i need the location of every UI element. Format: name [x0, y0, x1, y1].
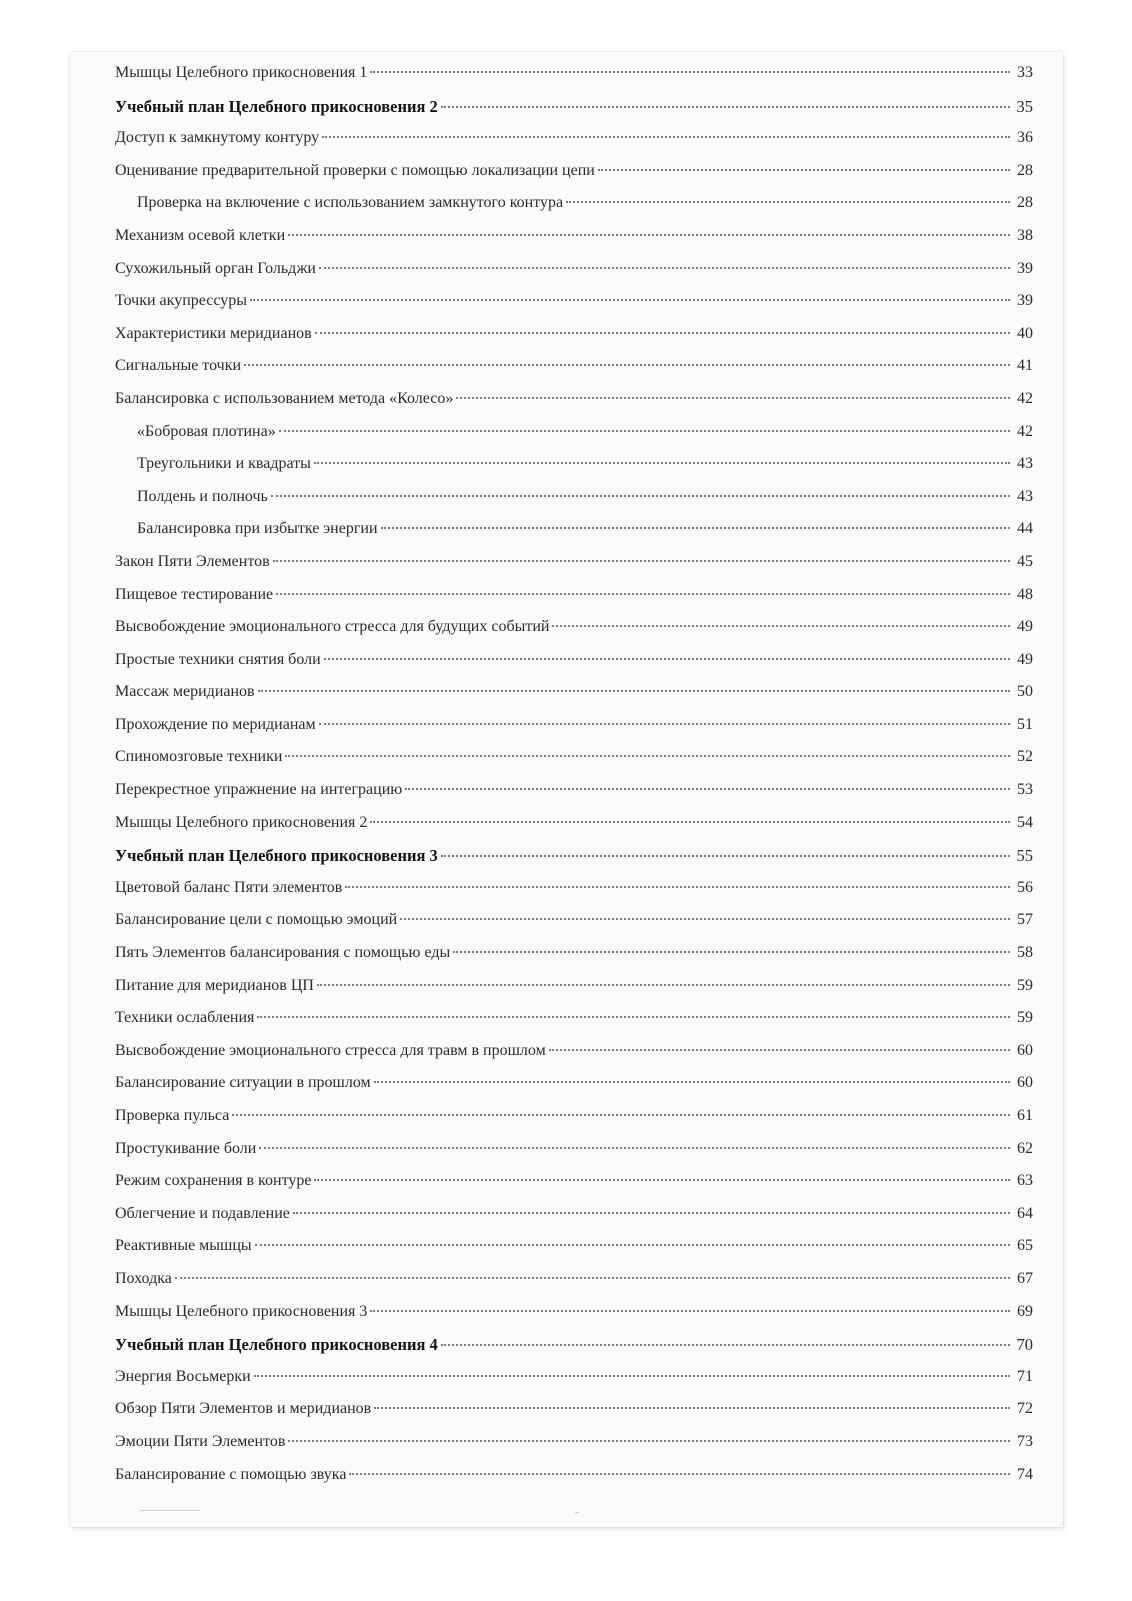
toc-entry-title: Эмоции Пяти Элементов [115, 1432, 286, 1450]
scan-artifact [575, 1512, 579, 1513]
toc-entry-page-number: 58 [1017, 944, 1033, 962]
toc-entry-page-number: 42 [1017, 389, 1033, 407]
toc-entry [115, 1433, 1033, 1466]
toc-entry-title: Балансирование с помощью звука [115, 1465, 347, 1483]
toc-entry-page-number: 59 [1017, 976, 1033, 994]
toc-entry-title: Учебный план Целебного прикосновения 4 [115, 1335, 438, 1355]
toc-entry [115, 1172, 1033, 1205]
toc-entry-title: Массаж меридианов [115, 683, 255, 701]
toc-dot-leader [314, 462, 1010, 464]
toc-dot-leader [370, 821, 1010, 823]
toc-entry-title: Обзор Пяти Элементов и меридианов [115, 1400, 372, 1418]
toc-dot-leader [244, 364, 1010, 366]
toc-entry-page-number: 55 [1016, 846, 1033, 866]
toc-entry-title: Простые техники снятия боли [115, 650, 321, 668]
toc-dot-leader [314, 1179, 1010, 1181]
toc-dot-leader [441, 855, 1010, 857]
toc-entry-title: Простукивание боли [115, 1139, 257, 1157]
toc-entry [115, 618, 1033, 651]
toc-section-heading [115, 846, 1033, 879]
toc-entry-page-number: 50 [1017, 683, 1033, 701]
toc-entry [115, 1303, 1033, 1336]
toc-entry-page-number: 64 [1017, 1204, 1033, 1222]
toc-entry-title: Режим сохранения в контуре [115, 1172, 312, 1190]
toc-entry [115, 683, 1033, 716]
toc-entry [115, 781, 1033, 814]
toc-entry-title: Закон Пяти Элементов [115, 552, 270, 570]
toc-entry [115, 586, 1033, 619]
toc-entry-page-number: 51 [1017, 715, 1033, 733]
toc-dot-leader [324, 658, 1010, 660]
toc-entry-title: Проверка пульса [115, 1107, 230, 1124]
toc-entry-page-number: 49 [1017, 618, 1033, 636]
toc-entry-title: Питание для меридианов ЦП [115, 976, 314, 994]
toc-entry [115, 162, 1033, 195]
toc-dot-leader [441, 1344, 1010, 1346]
toc-entry-page-number: 41 [1017, 357, 1033, 375]
toc-dot-leader [322, 136, 1010, 138]
toc-entry-title: Учебный план Целебного прикосновения 3 [115, 846, 438, 866]
toc-dot-leader [258, 690, 1010, 692]
toc-entry-title: Мышцы Целебного прикосновения 1 [115, 64, 368, 81]
toc-entry-page-number: 60 [1017, 1074, 1033, 1092]
toc-entry-title: Цветовой баланс Пяти элементов [115, 878, 343, 896]
toc-entry-title: Перекрестное упражнение на интеграцию [115, 781, 403, 799]
toc-entry [115, 1368, 1033, 1401]
toc-entry-page-number: 28 [1017, 161, 1033, 179]
toc-entry-title: Балансировка с использованием метода «Колесо» [115, 389, 454, 407]
toc-entry-page-number: 39 [1017, 292, 1033, 310]
toc-dot-leader [285, 755, 1010, 757]
toc-dot-leader [400, 918, 1010, 920]
toc-entry-page-number: 54 [1017, 813, 1033, 831]
toc-entry-title: Пищевое тестирование [115, 585, 274, 603]
toc-entry-title: Учебный план Целебного прикосновения 2 [115, 96, 438, 116]
toc-entry [115, 1237, 1033, 1270]
toc-dot-leader [317, 984, 1010, 986]
toc-entry-title: Мышцы Целебного прикосновения 2 [115, 813, 368, 831]
toc-dot-leader [566, 201, 1010, 203]
toc-entry [115, 1009, 1033, 1042]
toc-entry [115, 553, 1033, 586]
toc-entry-title: Спиномозговые техники [115, 748, 283, 766]
toc-entry [115, 488, 1033, 521]
toc-entry-page-number: 52 [1017, 748, 1033, 766]
toc-entry-title: Облегчение и подавление [115, 1204, 290, 1222]
toc-entry [115, 814, 1033, 847]
table-of-contents [115, 64, 1033, 1498]
toc-dot-leader [319, 723, 1010, 725]
toc-entry-title: Полдень и полночь [137, 487, 268, 505]
toc-entry [115, 1074, 1033, 1107]
toc-dot-leader [319, 267, 1010, 269]
toc-entry-title: Мышцы Целебного прикосновения 3 [115, 1302, 368, 1320]
toc-entry [115, 879, 1033, 912]
toc-entry [115, 455, 1033, 488]
toc-dot-leader [374, 1407, 1010, 1409]
toc-entry-page-number: 43 [1017, 455, 1033, 473]
toc-section-heading [115, 97, 1033, 130]
toc-entry-title: Высвобождение эмоционального стресса для травм в прошлом [115, 1041, 546, 1059]
toc-dot-leader [315, 332, 1010, 334]
toc-entry-page-number: 63 [1017, 1172, 1033, 1190]
toc-entry [115, 227, 1033, 260]
toc-entry-page-number: 35 [1016, 96, 1033, 116]
toc-dot-leader [271, 495, 1010, 497]
toc-entry-page-number: 40 [1017, 324, 1033, 342]
toc-entry [115, 944, 1033, 977]
toc-dot-leader [370, 1310, 1010, 1312]
toc-dot-leader [549, 1049, 1010, 1051]
toc-dot-leader [288, 1440, 1010, 1442]
toc-entry-page-number: 48 [1017, 585, 1033, 603]
toc-dot-leader [370, 71, 1010, 73]
toc-entry-page-number: 38 [1017, 226, 1033, 244]
toc-entry [115, 1400, 1033, 1433]
toc-entry [115, 1466, 1033, 1499]
toc-dot-leader [405, 788, 1010, 790]
toc-entry-page-number: 71 [1017, 1367, 1033, 1385]
toc-entry-page-number: 59 [1017, 1009, 1033, 1027]
toc-entry-page-number: 53 [1017, 781, 1033, 799]
toc-entry-title: Балансирование ситуации в прошлом [115, 1074, 371, 1092]
toc-entry-title: Характеристики меридианов [115, 324, 312, 342]
toc-entry-page-number: 61 [1017, 1107, 1033, 1124]
toc-entry-title: Реактивные мышцы [115, 1237, 252, 1255]
toc-dot-leader [598, 169, 1010, 171]
toc-entry-page-number: 74 [1017, 1465, 1033, 1483]
toc-entry [115, 977, 1033, 1010]
toc-entry-page-number: 67 [1017, 1269, 1033, 1287]
toc-entry [115, 716, 1033, 749]
toc-dot-leader [381, 527, 1010, 529]
toc-entry-title: Доступ к замкнутому контуру [115, 129, 320, 147]
toc-entry-page-number: 39 [1017, 259, 1033, 277]
toc-dot-leader [374, 1081, 1010, 1083]
toc-entry-page-number: 36 [1017, 129, 1033, 147]
toc-entry-page-number: 33 [1017, 64, 1033, 81]
toc-entry-title: Походка [115, 1269, 172, 1287]
toc-entry-title: Сигнальные точки [115, 357, 242, 375]
toc-entry-title: Оценивание предварительной проверки с помощью локализации цепи [115, 161, 595, 179]
toc-entry-page-number: 44 [1017, 520, 1033, 538]
toc-entry-title: Энергия Восьмерки [115, 1367, 251, 1385]
toc-entry [115, 520, 1033, 553]
toc-entry [115, 64, 1033, 97]
toc-entry [115, 357, 1033, 390]
toc-dot-leader [273, 560, 1010, 562]
toc-entry-title: «Бобровая плотина» [137, 422, 276, 440]
toc-entry-title: Треугольники и квадраты [137, 455, 311, 473]
toc-entry [115, 390, 1033, 423]
toc-entry-page-number: 28 [1017, 194, 1033, 212]
toc-entry-page-number: 45 [1017, 552, 1033, 570]
scan-artifact [140, 1510, 200, 1511]
toc-entry [115, 1107, 1033, 1140]
toc-entry [115, 911, 1033, 944]
toc-dot-leader [349, 1473, 1010, 1475]
toc-entry [115, 423, 1033, 456]
toc-entry-page-number: 65 [1017, 1237, 1033, 1255]
toc-entry-title: Техники ослабления [115, 1009, 255, 1027]
toc-dot-leader [259, 1147, 1010, 1149]
document-page [70, 52, 1063, 1527]
toc-entry [115, 325, 1033, 358]
toc-entry-page-number: 73 [1017, 1432, 1033, 1450]
toc-entry-page-number: 42 [1017, 422, 1033, 440]
toc-entry-page-number: 62 [1017, 1139, 1033, 1157]
toc-entry-page-number: 43 [1017, 487, 1033, 505]
toc-entry-page-number: 69 [1017, 1302, 1033, 1320]
toc-entry-title: Балансировка при избытке энергии [137, 520, 378, 538]
toc-entry [115, 748, 1033, 781]
toc-dot-leader [345, 886, 1010, 888]
toc-entry-title: Балансирование цели с помощью эмоций [115, 911, 398, 929]
toc-dot-leader [288, 234, 1010, 236]
toc-dot-leader [279, 430, 1010, 432]
toc-dot-leader [257, 1016, 1010, 1018]
toc-entry [115, 1140, 1033, 1173]
toc-dot-leader [456, 397, 1010, 399]
toc-entry [115, 129, 1033, 162]
toc-entry [115, 292, 1033, 325]
toc-dot-leader [441, 106, 1010, 108]
toc-entry [115, 1270, 1033, 1303]
toc-dot-leader [276, 593, 1010, 595]
toc-entry-title: Точки акупрессуры [115, 292, 247, 310]
toc-entry-title: Пять Элементов балансирования с помощью еды [115, 944, 451, 962]
toc-dot-leader [293, 1212, 1010, 1214]
toc-entry [115, 651, 1033, 684]
toc-entry-title: Проверка на включение с использованием замкнутого контура [137, 194, 564, 212]
toc-entry-page-number: 57 [1017, 911, 1033, 929]
toc-entry-title: Прохождение по меридианам [115, 715, 316, 733]
toc-entry [115, 1205, 1033, 1238]
toc-entry [115, 194, 1033, 227]
toc-dot-leader [453, 951, 1010, 953]
toc-dot-leader [254, 1375, 1010, 1377]
toc-dot-leader [552, 625, 1010, 627]
toc-entry [115, 1042, 1033, 1075]
toc-entry-title: Высвобождение эмоционального стресса для будущих событий [115, 618, 550, 636]
toc-entry [115, 260, 1033, 293]
toc-entry-page-number: 60 [1017, 1041, 1033, 1059]
toc-dot-leader [255, 1244, 1010, 1246]
toc-entry-page-number: 72 [1017, 1400, 1033, 1418]
toc-entry-page-number: 56 [1017, 878, 1033, 896]
toc-dot-leader [250, 299, 1010, 301]
toc-dot-leader [175, 1277, 1010, 1279]
toc-entry-title: Механизм осевой клетки [115, 226, 286, 244]
toc-entry-page-number: 49 [1017, 650, 1033, 668]
toc-section-heading [115, 1335, 1033, 1368]
toc-entry-title: Сухожильный орган Гольджи [115, 259, 316, 277]
toc-dot-leader [232, 1114, 1010, 1116]
toc-entry-page-number: 70 [1016, 1335, 1033, 1355]
